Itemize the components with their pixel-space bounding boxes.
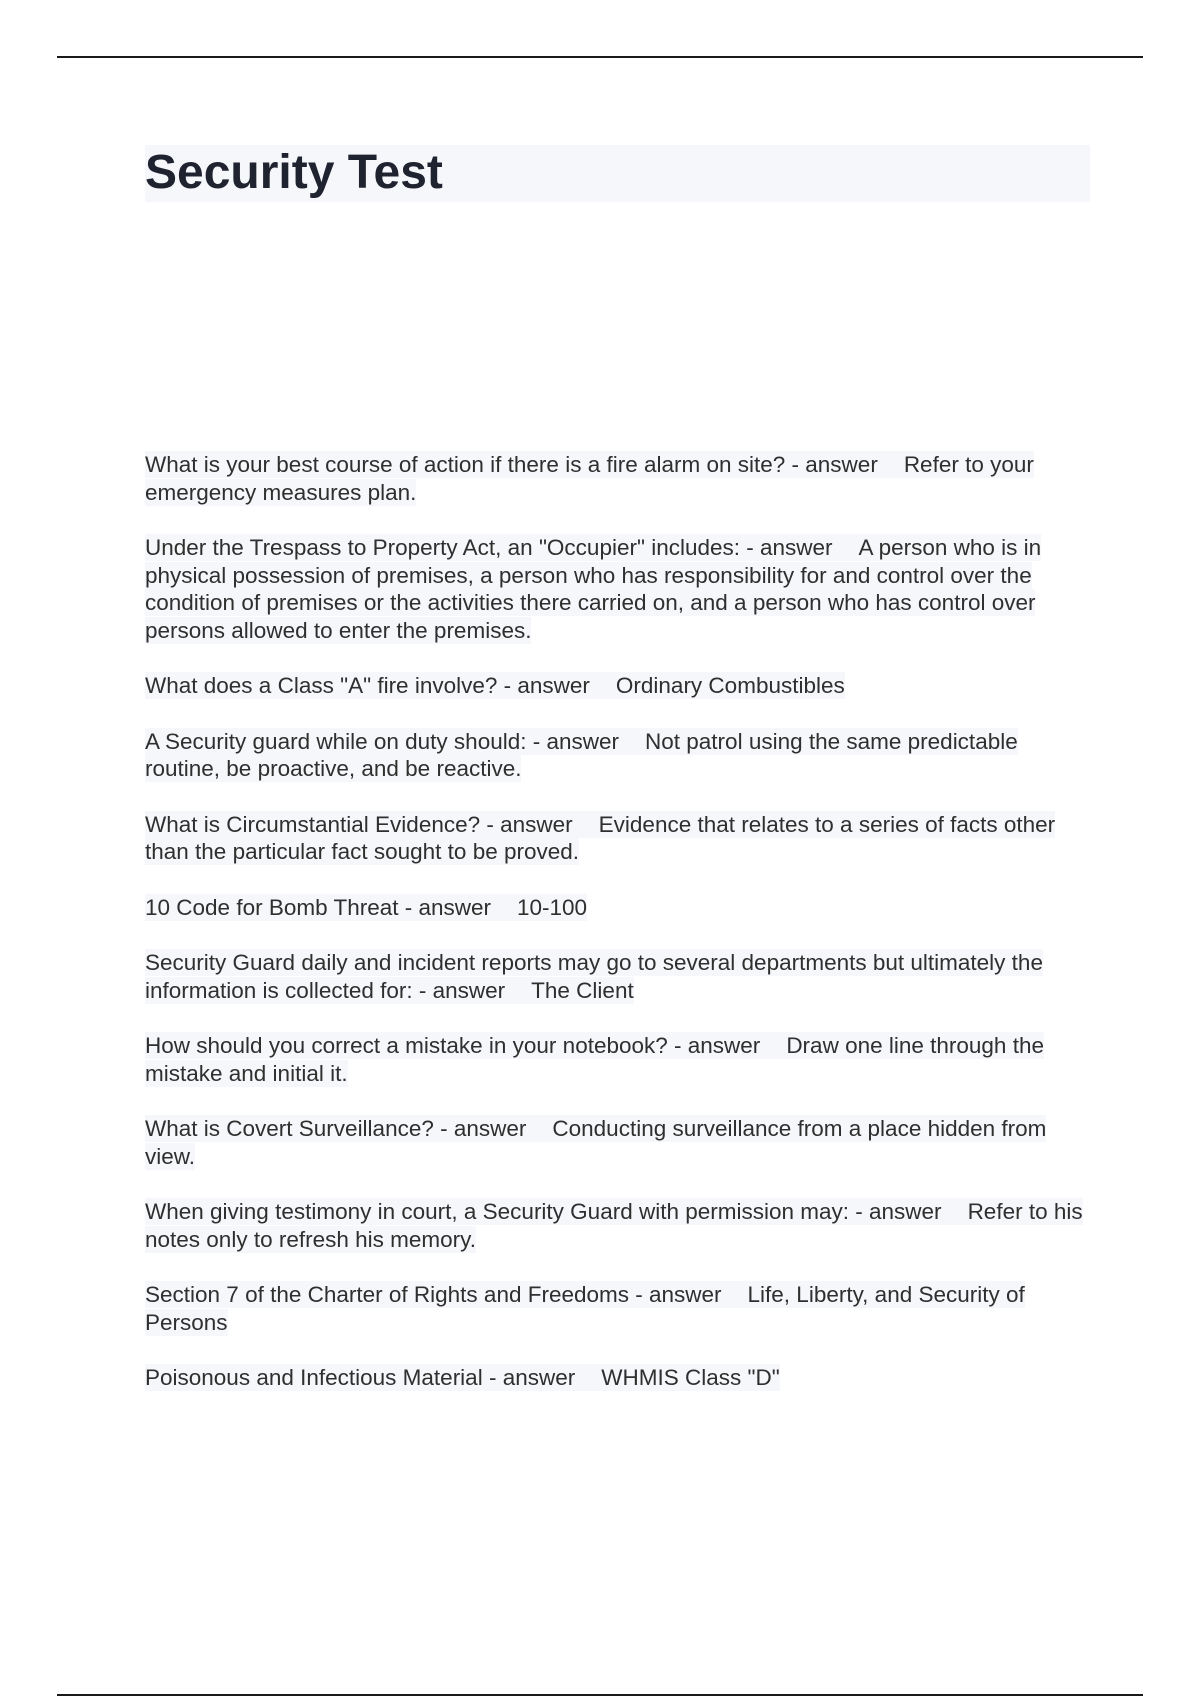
qa-answer: Refer to your emergency measures plan. [145,452,1034,505]
top-rule [57,56,1143,58]
qa-question: Section 7 of the Charter of Rights and Freedoms - answer [145,1282,722,1307]
qa-question: Security Guard daily and incident reports may go to several departments but ultimately the information is collected for: - answer [145,950,1043,1003]
bottom-rule [57,1694,1143,1696]
qa-item [145,894,1090,922]
qa-answer: Evidence that relates to a series of facts other than the particular fact sought to be proved. [145,811,1056,864]
page-title: Security Test [145,146,443,199]
qa-answer: Refer to his notes only to refresh his memory. [145,1199,1083,1252]
qa-question: 10 Code for Bomb Threat - answer [145,894,492,920]
qa-answer: Life, Liberty, and Security of Persons [145,1282,1025,1335]
qa-item [145,1281,1090,1336]
qa-question: A Security guard while on duty should: - answer [145,728,620,754]
qa-answer: A person who is in physical possession of premises, a person who has responsibility for and control over the condition of premises or the activities there carried on, and a person who has control over persons allowed to enter the premises. [145,535,1042,643]
qa-item [145,672,1090,700]
qa-answer: Draw one line through the mistake and initial it. [145,1033,1044,1086]
qa-answer: WHMIS Class "D" [601,1365,780,1390]
qa-question: What is Circumstantial Evidence? - answer [145,811,573,837]
qa-item [145,1198,1090,1253]
qa-item [145,1032,1090,1087]
qa-answer: 10-100 [517,894,588,920]
qa-question: What is your best course of action if there is a fire alarm on site? - answer [145,452,878,477]
qa-answer: The Client [531,977,634,1003]
qa-list [145,451,1090,1420]
qa-answer: Not patrol using the same predictable routine, be proactive, and be reactive. [145,728,1018,781]
qa-question: Under the Trespass to Property Act, an "Occupier" includes: - answer [145,535,833,560]
qa-question: Poisonous and Infectious Material - answer [145,1365,576,1390]
qa-question: How should you correct a mistake in your notebook? - answer [145,1033,761,1058]
qa-item [145,728,1090,783]
qa-item [145,949,1090,1004]
qa-item [145,534,1090,644]
qa-answer: Conducting surveillance from a place hidden from view. [145,1116,1047,1169]
qa-item [145,451,1090,506]
qa-question: When giving testimony in court, a Security Guard with permission may: - answer [145,1199,942,1224]
qa-item [145,1364,1090,1392]
qa-question: What does a Class "A" fire involve? - answer [145,673,590,698]
qa-item [145,811,1090,866]
qa-item [145,1115,1090,1170]
qa-question: What is Covert Surveillance? - answer [145,1116,527,1141]
qa-answer: Ordinary Combustibles [615,673,845,698]
